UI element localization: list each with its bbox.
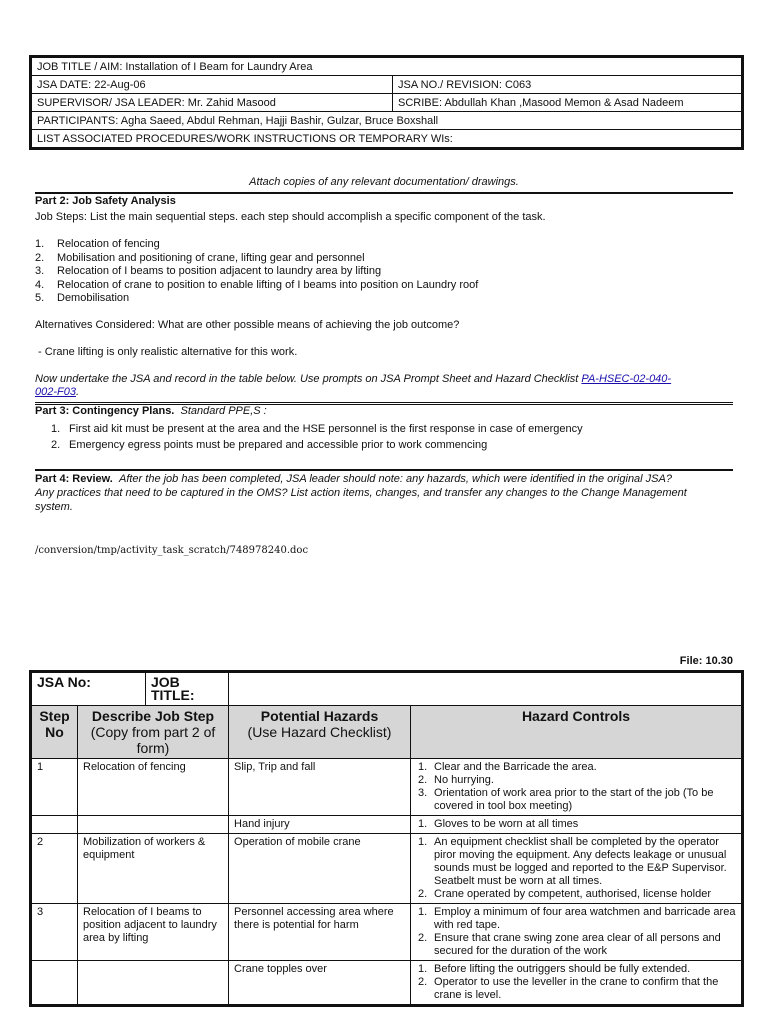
divider bbox=[35, 469, 733, 471]
list-item: 4. Relocation of crane to position to enable lifting of I beams into position on Laundry roof bbox=[35, 278, 479, 291]
table-row: 3 Relocation of I beams to position adjacent to laundry area by lifting Personnel accessing area where there is potential for harm 1. Employ a minimum of four area watchmen and barricade area with red tape. 2. Ensure that crane swing zone area clear of all persons and secured for the duration of the work bbox=[31, 904, 743, 961]
list-item: 2. Mobilisation and positioning of crane, lifting gear and personnel bbox=[35, 251, 365, 264]
file-label: File: 10.30 bbox=[679, 655, 733, 667]
table-row: 1 Relocation of fencing Slip, Trip and fall 1. Clear and the Barricade the area. 2. No hurrying. 3. Orientation of work area prior to the start of the job (To be covered in tool box meeting) bbox=[31, 759, 743, 816]
part4-line2: Any practices that need to be captured in the OMS? List action items, changes, and transfer any changes to the Change Management bbox=[35, 487, 687, 499]
alternatives-question: Alternatives Considered: What are other possible means of achieving the job outcome? bbox=[35, 319, 460, 331]
table-row: Crane topples over 1. Before lifting the outriggers should be fully extended. 2. Operator to use the leveller in the crane to confirm that the crane is level. bbox=[31, 961, 743, 1006]
jsa-no-cell: JSA NO./ REVISION: C063 bbox=[393, 76, 743, 94]
table-title-row bbox=[31, 672, 743, 706]
attach-note: Attach copies of any relevant documentation/ drawings. bbox=[249, 176, 519, 188]
jsa-date-cell: JSA DATE: 22-Aug-06 bbox=[31, 76, 393, 94]
contingency-list bbox=[51, 421, 583, 453]
scribe-cell: SCRIBE: Abdullah Khan ,Masood Memon & Asad Nadeem bbox=[393, 94, 743, 112]
job-title-label: JOB TITLE: bbox=[150, 674, 195, 703]
list-item: 1. An equipment checklist shall be completed by the operator piror moving the equipment. Any defects leakage or unusual sounds must be logged and reported to the E&P Supervisor. Seatbelt must be worn at all times. bbox=[418, 836, 727, 887]
list-item: 1. Clear and the Barricade the area. bbox=[418, 761, 597, 773]
list-item: 2. Emergency egress points must be prepared and accessible prior to work commencing bbox=[51, 439, 488, 451]
table-row: Hand injury 1. Gloves to be worn at all times bbox=[31, 816, 743, 834]
list-item: 1. First aid kit must be present at the area and the HSE personnel is the first response in case of emergency bbox=[51, 423, 583, 435]
undertake-instruction: Now undertake the JSA and record in the table below. Use prompts on JSA Prompt Sheet and Hazard Checklist PA-HSEC-02-040- 002-F03. bbox=[35, 373, 672, 398]
procedures-cell: LIST ASSOCIATED PROCEDURES/WORK INSTRUCTIONS OR TEMPORARY WIs: bbox=[31, 130, 743, 149]
jsa-table bbox=[29, 670, 744, 1007]
list-item: 1. Relocation of fencing bbox=[35, 238, 160, 250]
col-controls: Hazard Controls bbox=[411, 706, 743, 759]
divider bbox=[35, 402, 733, 403]
hazard-checklist-link[interactable]: PA-HSEC-02-040- 002-F03 bbox=[35, 373, 672, 398]
table-row: 2 Mobilization of workers & equipment Operation of mobile crane 1. An equipment checklist shall be completed by the operator piror moving the equipment. Any defects leakage or unusual sounds must be logged and reported to the E&P Supervisor. Seatbelt must be worn at all times. 2. Crane operated by competent, authorised, license holder bbox=[31, 834, 743, 904]
list-item: 2. Ensure that crane swing zone area clear of all persons and secured for the duration of the work bbox=[418, 932, 721, 957]
list-item: 2. Operator to use the leveller in the crane to confirm that the crane is level. bbox=[418, 976, 719, 1001]
jsa-no-label: JSA No: bbox=[32, 673, 146, 705]
list-item: 2. No hurrying. bbox=[418, 774, 494, 786]
part4-line1: Part 4: Review. After the job has been completed, JSA leader should note: any hazards, which were identified in the original JSA? bbox=[35, 473, 672, 485]
part2-heading: Part 2: Job Safety Analysis bbox=[35, 195, 176, 207]
header-table bbox=[29, 55, 744, 150]
table-header-row bbox=[31, 706, 743, 759]
part4-line3: system. bbox=[35, 501, 73, 513]
alternatives-answer: - Crane lifting is only realistic alternative for this work. bbox=[35, 346, 298, 358]
divider bbox=[35, 192, 733, 194]
job-title-cell: JOB TITLE / AIM: Installation of I Beam for Laundry Area bbox=[31, 57, 743, 76]
col-hazards: Potential Hazards (Use Hazard Checklist) bbox=[229, 706, 411, 759]
list-item: 1. Employ a minimum of four area watchmen and barricade area with red tape. bbox=[418, 906, 736, 931]
participants-cell: PARTICIPANTS: Agha Saeed, Abdul Rehman, Hajji Bashir, Gulzar, Bruce Boxshall bbox=[31, 112, 743, 130]
file-path: /conversion/tmp/activity_task_scratch/748978240.doc bbox=[35, 545, 309, 556]
list-item: 5. Demobilisation bbox=[35, 292, 130, 304]
col-describe: Describe Job Step (Copy from part 2 of form) bbox=[78, 706, 229, 759]
list-item: 3. Relocation of I beams to position adjacent to laundry area by lifting bbox=[35, 265, 382, 277]
supervisor-cell: SUPERVISOR/ JSA LEADER: Mr. Zahid Masood bbox=[31, 94, 393, 112]
part2-intro: Job Steps: List the main sequential steps. each step should accomplish a specific component of the task. bbox=[35, 211, 546, 223]
list-item: 2. Crane operated by competent, authorised, license holder bbox=[418, 888, 712, 900]
list-item: 1. Gloves to be worn at all times bbox=[418, 818, 579, 830]
col-step: Step No bbox=[31, 706, 78, 759]
list-item: 3. Orientation of work area prior to the start of the job (To be covered in tool box meeting) bbox=[418, 787, 714, 812]
part3-heading-line: Part 3: Contingency Plans. Standard PPE,S : bbox=[35, 405, 267, 417]
job-steps-list bbox=[35, 238, 478, 306]
list-item: 1. Before lifting the outriggers should be fully extended. bbox=[418, 963, 691, 975]
